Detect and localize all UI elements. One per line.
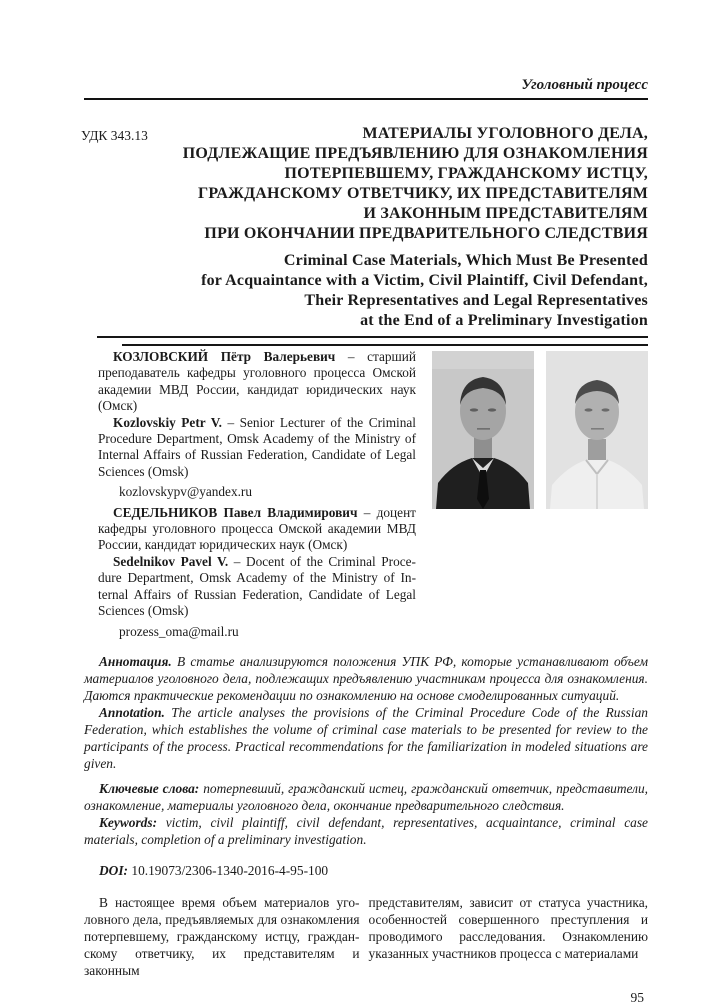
authors-text-column bbox=[98, 349, 416, 644]
abstract-text-en: The article analyses the provisions of the Criminal Procedure Code of the Russian Federation, which establishes the volume of criminal case materials to be presented for review to the participants of the process. Practical recommendations for the familiarization in modeled situations are given. bbox=[84, 704, 648, 771]
article-body bbox=[84, 895, 648, 980]
author-desc-en: – Senior Lecturer of the Criminal Procedure Department, Omsk Academy of the Ministry of Internal Affairs of Russian Federation, Candidate of Legal Sciences (Omsk) bbox=[98, 414, 417, 479]
section-label: Уголовный процесс bbox=[521, 77, 648, 93]
body-column-left: В настоящее время объем материалов уголовного дела, предъявляемых для ознакомления потерпевшему, гражданскому истцу, гражданскому ответчику, их представителям и законным bbox=[84, 894, 360, 978]
doi-value: 10.19073/2306-1340-2016-4-95-100 bbox=[131, 862, 329, 878]
title-block bbox=[81, 124, 648, 331]
title-ru-line: ГРАЖДАНСКОМУ ОТВЕТЧИКУ, ИХ ПРЕДСТАВИТЕЛЯМ bbox=[198, 185, 648, 202]
title-en-line: for Acquaintance with a Victim, Civil Plaintiff, Civil Defendant, bbox=[201, 272, 648, 289]
separator-rule-top bbox=[97, 336, 648, 338]
author-photo-sedelnikov bbox=[546, 351, 648, 509]
title-en-line: at the End of a Preliminary Investigation bbox=[360, 312, 648, 329]
author-bio-ru bbox=[98, 505, 416, 554]
keywords-text-en: victim, civil plaintiff, civil defendant, representatives, acquaintance, criminal case materials, completion of a preliminary investigation. bbox=[84, 814, 648, 847]
running-head bbox=[84, 76, 648, 100]
title-ru-line: ПОТЕРПЕВШЕМУ, ГРАЖДАНСКОМУ ИСТЦУ, bbox=[284, 165, 648, 182]
abstract-label-ru: Аннотация. bbox=[99, 653, 172, 669]
author-email: kozlovskypv@yandex.ru bbox=[119, 484, 253, 500]
abstract-block bbox=[84, 653, 648, 772]
keywords-label-ru: Ключевые слова: bbox=[99, 780, 200, 796]
title-ru-line: И ЗАКОННЫМ ПРЕДСТАВИТЕЛЯМ bbox=[363, 205, 648, 222]
author-name-ru: СЕДЕЛЬНИКОВ Павел Владимирович bbox=[113, 504, 358, 520]
body-column-right: представителям, зависит от статуса участника, особенностей совершенного преступления и проводимого расследования. Ознакомлению указанных участников процесса с материалами bbox=[368, 894, 648, 961]
title-ru-line: ПРИ ОКОНЧАНИИ ПРЕДВАРИТЕЛЬНОГО СЛЕДСТВИЯ bbox=[204, 225, 648, 242]
title-ru-line: ПОДЛЕЖАЩИЕ ПРЕДЪЯВЛЕНИЮ ДЛЯ ОЗНАКОМЛЕНИЯ bbox=[182, 145, 648, 162]
author-name-en: Sedelnikov Pavel V. bbox=[113, 553, 229, 569]
author-bio-en bbox=[98, 554, 416, 620]
authors-section bbox=[84, 349, 648, 644]
title-ru-line: МАТЕРИАЛЫ УГОЛОВНОГО ДЕЛА, bbox=[362, 125, 648, 142]
keywords-en bbox=[84, 814, 648, 848]
author-bio-ru bbox=[98, 349, 416, 415]
title-en-line: Their Representatives and Legal Representatives bbox=[304, 292, 648, 309]
title-en-line: Criminal Case Materials, Which Must Be Presented bbox=[283, 252, 648, 269]
keywords-ru bbox=[84, 780, 648, 814]
author-name-en: Kozlovskiy Petr V. bbox=[113, 414, 222, 430]
keywords-block bbox=[84, 780, 648, 848]
author-name-ru: КОЗЛОВСКИЙ Пётр Валерьевич bbox=[113, 349, 336, 364]
doi-label: DOI: bbox=[99, 862, 129, 878]
author-desc-ru: – доцент кафедры уголовного процесса Омской академии МВД России, кандидат юридических наук (Омск) bbox=[98, 504, 416, 553]
abstract-en bbox=[84, 704, 648, 772]
keywords-label-en: Keywords: bbox=[99, 814, 158, 830]
author-email: prozess_oma@mail.ru bbox=[119, 623, 239, 639]
udk-code: УДК 343.13 bbox=[81, 128, 148, 143]
author-photo-kozlovskiy bbox=[432, 351, 534, 509]
separator-rule-bottom bbox=[122, 344, 648, 346]
author-desc-en: – Docent of the Criminal Procedure Department, Omsk Academy of the Ministry of Internal Affairs of Russian Federation, Candidate of Legal Sciences (Omsk) bbox=[98, 553, 416, 619]
keywords-text-ru: потерпевший, гражданский истец, гражданский ответчик, представители, ознакомление, материалы уголовного дела, окончание предварительного следствия. bbox=[84, 780, 648, 813]
abstract-text-ru: В статье анализируются положения УПК РФ, которые устанавливают объем материалов уголовного дела, подлежащих предъявлению участникам процесса для ознакомления. Даются практические рекомендации по ознакомлению на основе смоделированных ситуаций. bbox=[84, 653, 648, 703]
abstract-label-en: Annotation. bbox=[99, 704, 165, 720]
page-number: 95 bbox=[630, 990, 644, 1003]
author-bio-en bbox=[98, 415, 416, 481]
author-photos bbox=[432, 349, 648, 644]
doi-line bbox=[84, 862, 648, 879]
abstract-ru bbox=[84, 653, 648, 704]
author-desc-ru: – старший преподаватель кафедры уголовного процесса Омской академии МВД России, кандидат юридических наук (Омск) bbox=[98, 349, 416, 414]
